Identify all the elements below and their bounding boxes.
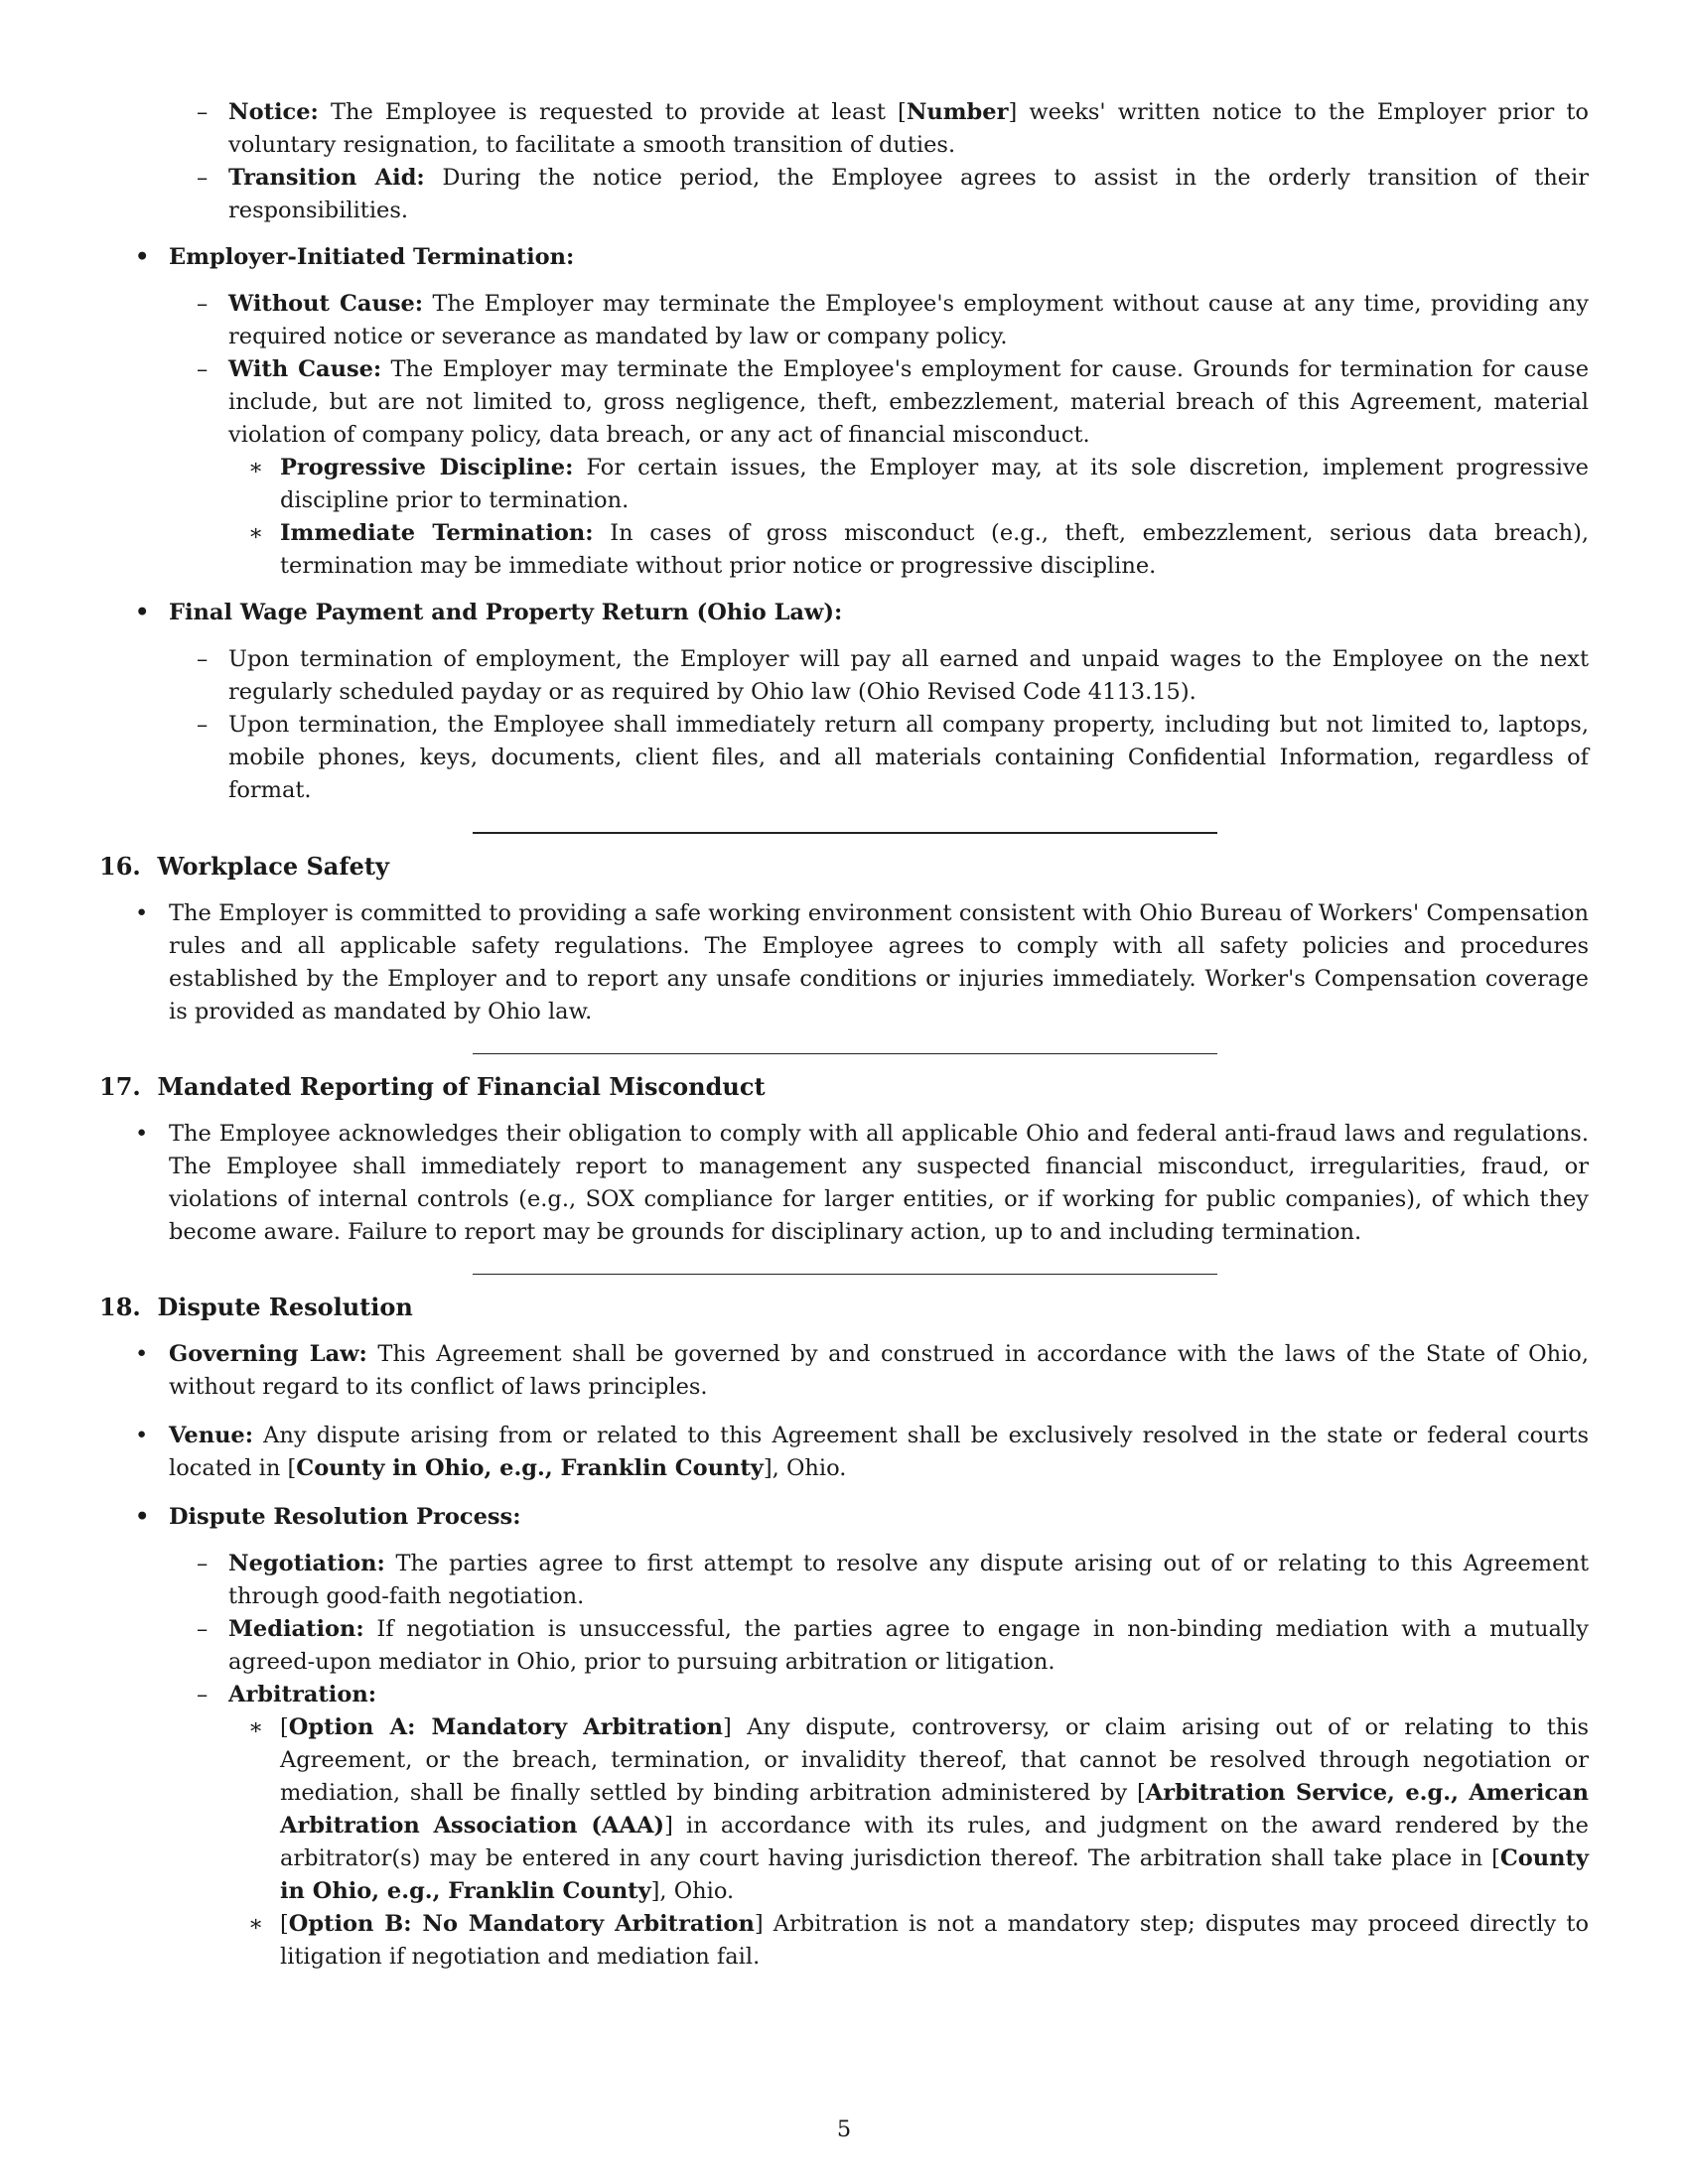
- final-wage-item: – Upon termination of employment, the Employer will pay all earned and unpaid wages to the Employee on the next regularly scheduled payday or as required by Ohio law (Ohio Revised Code 4113.15).: [99, 643, 1589, 709]
- asterisk-marker: ∗: [248, 1714, 264, 1740]
- financial-misconduct-item: • The Employee acknowledges their obligation to comply with all applicable Ohio and federal anti-fraud laws and regulations. The Employee shall immediately report to management any suspected financial misconduct, irregularities, fraud, or violations of internal controls (e.g., SOX compliance for larger entities, or if working for public companies), of which they become aware. Failure to report may be grounds for disciplinary action, up to and including termination.: [99, 1118, 1589, 1249]
- bullet-marker: •: [135, 244, 150, 270]
- option-a-item: ∗ [Option A: Mandatory Arbitration] Any dispute, controversy, or claim arising out of or relating to this Agreement, or the breach, termination, or invalidity thereof, that cannot be resolved through negotiation or mediation, shall be finally settled by binding arbitration administered by [Arbitration Service, e.g., American Arbitration Association (AAA)] in accordance with its rules, and judgment on the award rendered by the arbitrator(s) may be entered in any court having jurisdiction thereof. The arbitration shall take place in [County in Ohio, e.g., Franklin County], Ohio.: [99, 1711, 1589, 1908]
- notice-label: Notice:: [228, 99, 319, 125]
- with-cause-item: – With Cause: The Employer may terminate the Employee's employment for cause. Grounds for termination for cause include, but are not limited to, gross negligence, theft, embezzlement, material breach of this Agreement, material violation of company policy, data breach, or any act of financial misconduct.: [99, 353, 1589, 452]
- dash-marker: –: [197, 165, 209, 191]
- section-18-title: 18. Dispute Resolution: [99, 1293, 413, 1321]
- transition-aid-label: Transition Aid:: [228, 165, 425, 191]
- section-divider: [473, 1053, 1217, 1054]
- section-17-title: 17. Mandated Reporting of Financial Misconduct: [99, 1072, 766, 1101]
- mediation-item: – Mediation: If negotiation is unsuccessful, the parties agree to engage in non-binding mediation with a mutually agreed-upon mediator in Ohio, prior to pursuing arbitration or litigation.: [99, 1613, 1589, 1679]
- employer-termination-heading: • Employer-Initiated Termination:: [99, 241, 1589, 274]
- county-placeholder: County in Ohio, e.g., Franklin County: [280, 1845, 1589, 1904]
- option-b-item: ∗ [Option B: No Mandatory Arbitration] Arbitration is not a mandatory step; disputes may proceed directly to litigation if negotiation and mediation fail.: [99, 1908, 1589, 1974]
- dash-marker: –: [197, 1616, 209, 1642]
- bullet-marker: •: [135, 1504, 150, 1530]
- document-page: [99, 96, 1589, 1974]
- dash-marker: –: [197, 291, 209, 317]
- dash-marker: –: [197, 99, 209, 125]
- progressive-discipline-item: ∗ Progressive Discipline: For certain issues, the Employer may, at its sole discretion, implement progressive discipline prior to termination.: [99, 452, 1589, 517]
- immediate-termination-item: ∗ Immediate Termination: In cases of gross misconduct (e.g., theft, embezzlement, serious data breach), termination may be immediate without prior notice or progressive discipline.: [99, 517, 1589, 583]
- workplace-safety-item: • The Employer is committed to providing a safe working environment consistent with Ohio Bureau of Workers' Compensation rules and all applicable safety regulations. The Employee agrees to comply with all safety policies and procedures established by the Employer and to report any unsafe conditions or injuries immediately. Worker's Compensation coverage is provided as mandated by Ohio law.: [99, 897, 1589, 1028]
- arbitration-item: – Arbitration:: [99, 1679, 1589, 1711]
- section-divider: [473, 832, 1217, 834]
- dispute-process-heading: • Dispute Resolution Process:: [99, 1501, 1589, 1534]
- asterisk-marker: ∗: [248, 520, 264, 546]
- bullet-marker: •: [135, 1121, 149, 1147]
- dash-marker: –: [197, 646, 209, 672]
- governing-law-item: • Governing Law: This Agreement shall be governed by and construed in accordance with the laws of the State of Ohio, without regard to its conflict of laws principles.: [99, 1338, 1589, 1404]
- section-16-title: 16. Workplace Safety: [99, 852, 389, 881]
- without-cause-item: – Without Cause: The Employer may terminate the Employee's employment without cause at any time, providing any required notice or severance as mandated by law or company policy.: [99, 288, 1589, 353]
- venue-item: • Venue: Any dispute arising from or related to this Agreement shall be exclusively resolved in the state or federal courts located in [County in Ohio, e.g., Franklin County], Ohio.: [99, 1420, 1589, 1485]
- county-placeholder: County in Ohio, e.g., Franklin County: [296, 1455, 764, 1481]
- dash-marker: –: [197, 712, 209, 738]
- bullet-marker: •: [135, 900, 149, 926]
- final-wage-heading: • Final Wage Payment and Property Return (Ohio Law):: [99, 597, 1589, 629]
- asterisk-marker: ∗: [248, 455, 264, 480]
- page-number: 5: [836, 2116, 852, 2142]
- notice-item: – Notice: The Employee is requested to provide at least [Number] weeks' written notice to the Employer prior to voluntary resignation, to facilitate a smooth transition of duties.: [99, 96, 1589, 162]
- dash-marker: –: [197, 1682, 209, 1707]
- number-placeholder: Number: [906, 99, 1009, 125]
- property-return-item: – Upon termination, the Employee shall immediately return all company property, including but not limited to, laptops, mobile phones, keys, documents, client files, and all materials containing Confidential Information, regardless of format.: [99, 709, 1589, 807]
- negotiation-item: – Negotiation: The parties agree to first attempt to resolve any dispute arising out of or relating to this Agreement through good-faith negotiation.: [99, 1548, 1589, 1613]
- transition-aid-item: – Transition Aid: During the notice period, the Employee agrees to assist in the orderly transition of their responsibilities.: [99, 162, 1589, 227]
- bullet-marker: •: [135, 600, 150, 625]
- dash-marker: –: [197, 356, 209, 382]
- bullet-marker: •: [135, 1341, 149, 1367]
- arbitration-service-placeholder: Arbitration Service, e.g., American Arbitration Association (AAA): [280, 1780, 1589, 1839]
- bullet-marker: •: [135, 1423, 149, 1448]
- dash-marker: –: [197, 1551, 209, 1576]
- asterisk-marker: ∗: [248, 1911, 264, 1937]
- section-divider: [473, 1274, 1217, 1275]
